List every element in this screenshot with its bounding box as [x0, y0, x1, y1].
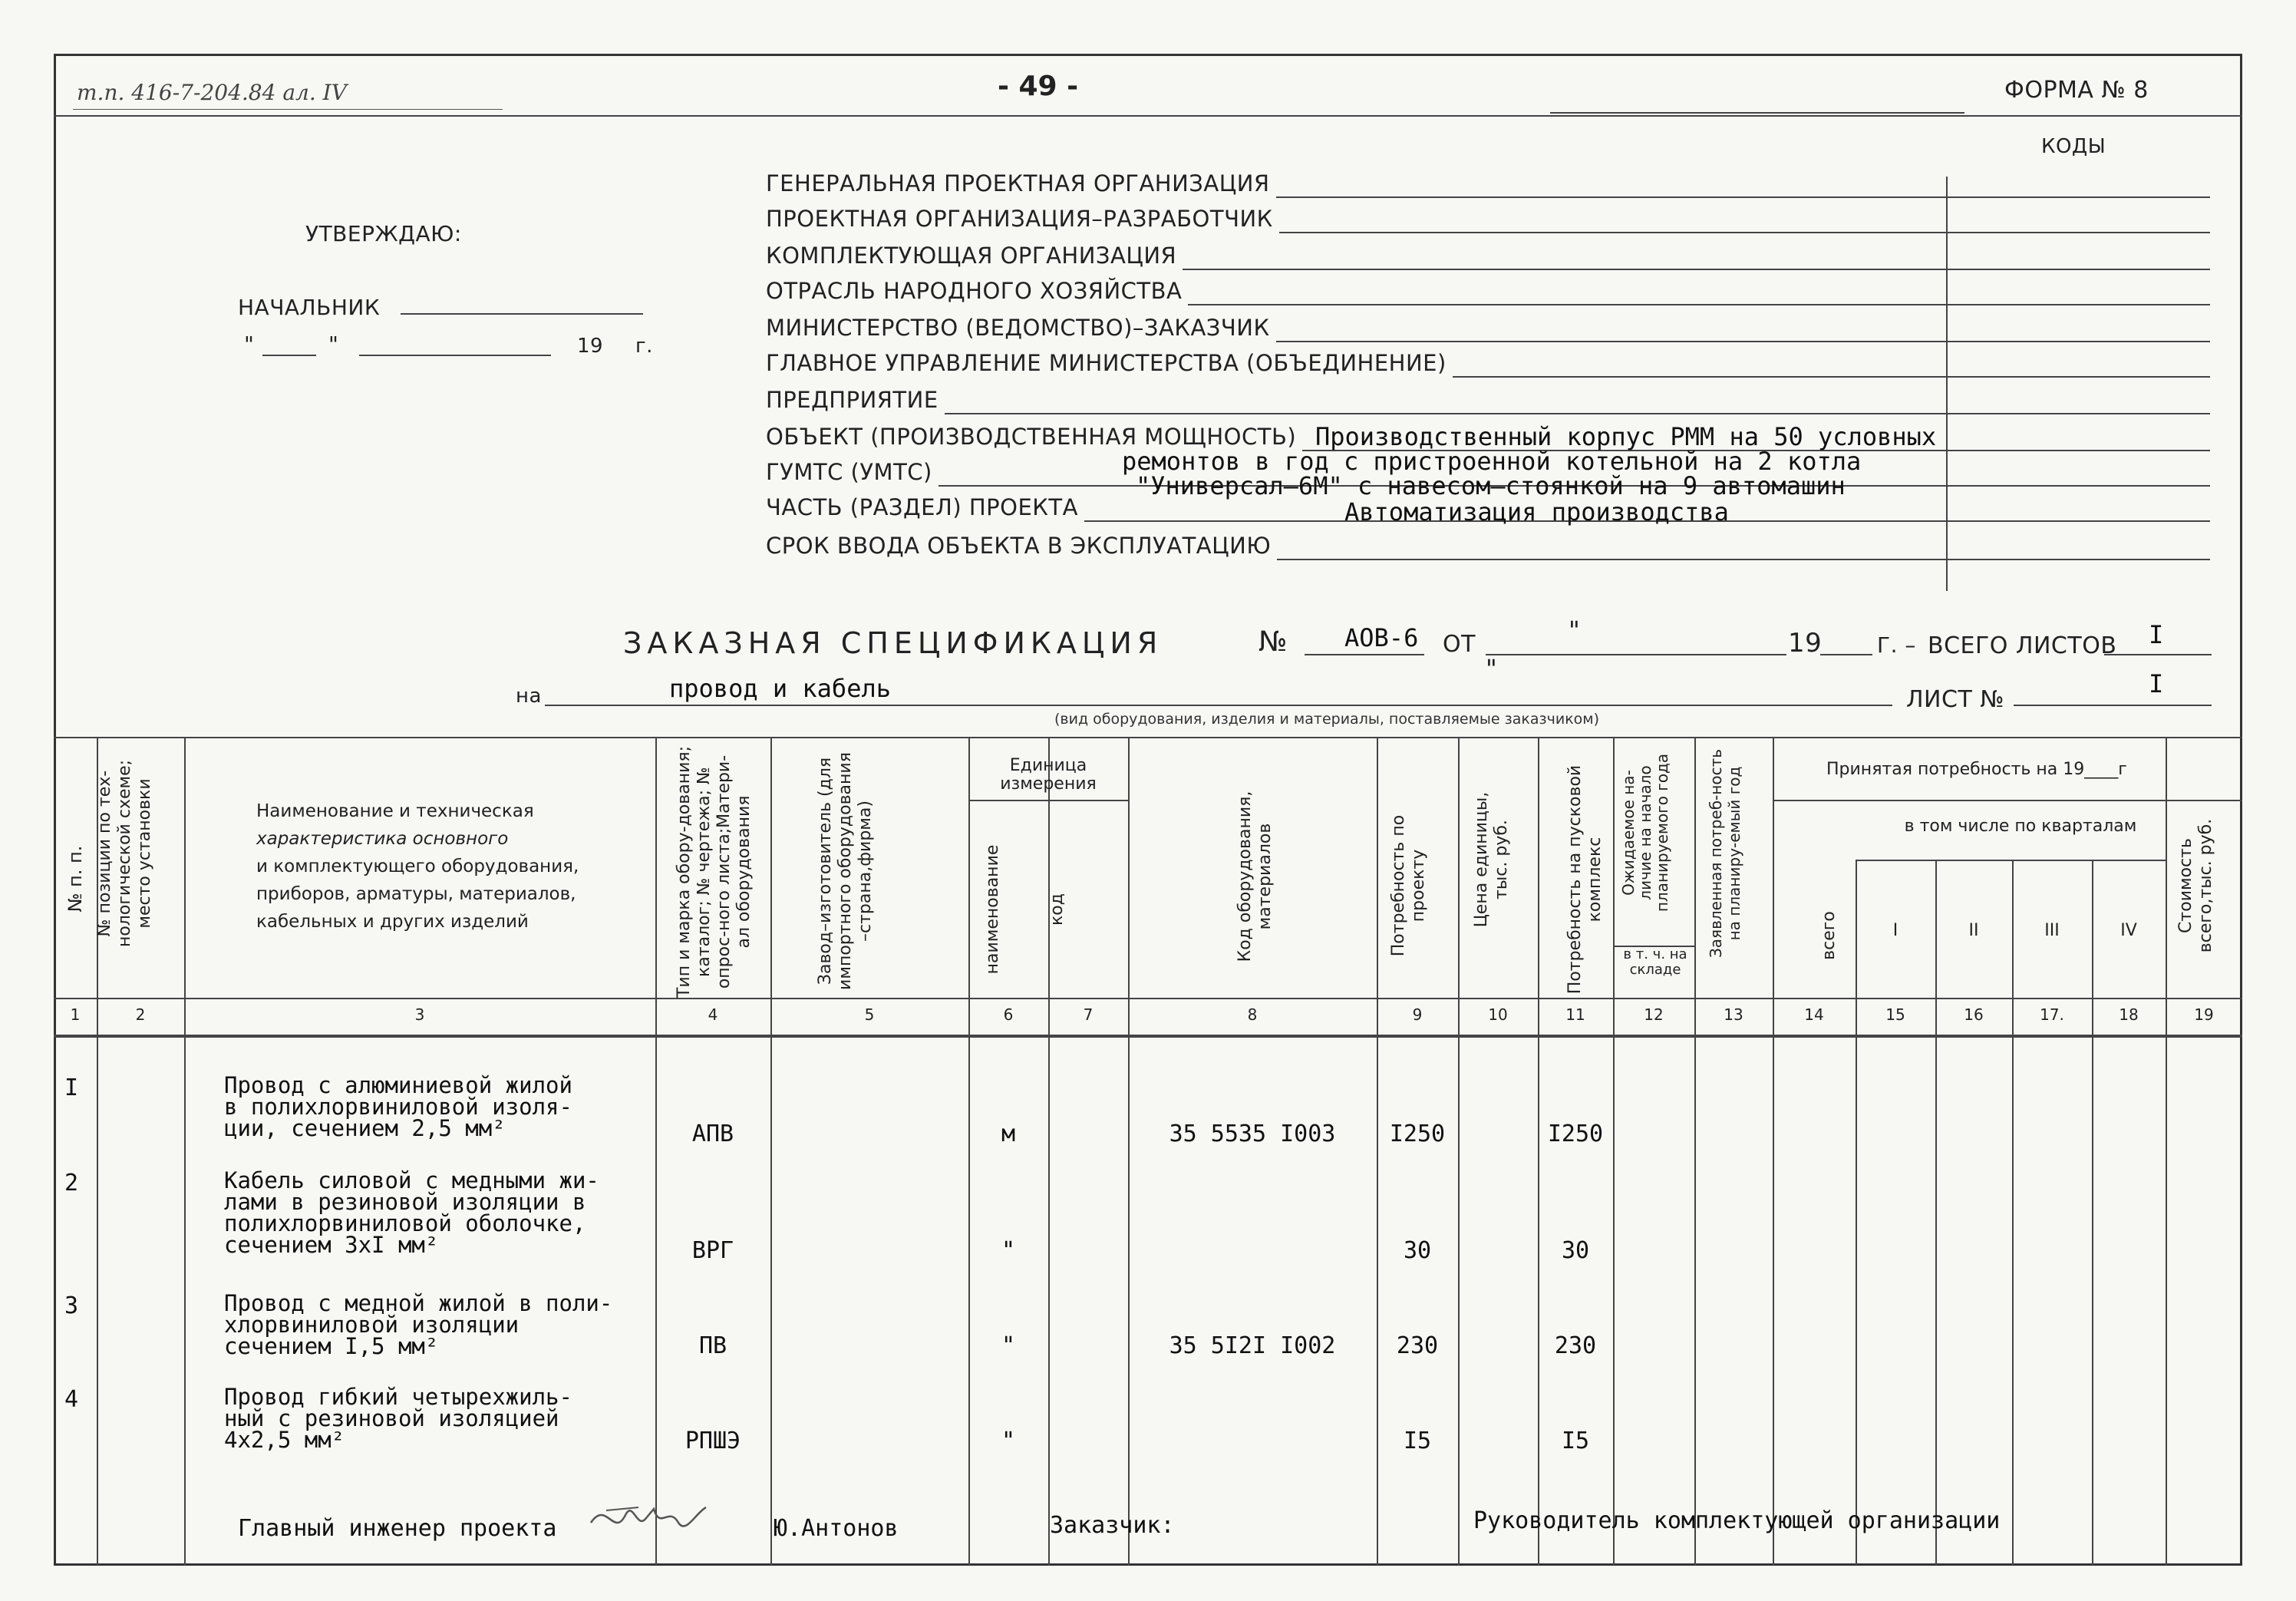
col-header-2: № позиции по тех-нологической схеме; место установки: [95, 759, 154, 948]
spec-no-label: №: [1259, 626, 1288, 658]
column-number: 9: [1412, 1005, 1423, 1024]
row-unit: ": [1001, 1428, 1016, 1454]
spec-subject: провод и кабель: [669, 674, 891, 703]
spec-date-line: [1486, 654, 1786, 655]
column-number: 7: [1083, 1005, 1094, 1024]
column-number: 3: [414, 1005, 425, 1024]
row-number: I: [64, 1074, 79, 1101]
org-field-line: [1276, 196, 2210, 198]
spec-year-suffix: Г. –: [1877, 632, 1916, 658]
row-description-line: 4х2,5 мм²: [224, 1427, 345, 1453]
org-field-line: [1279, 232, 2210, 233]
table-numbers-bottom: [54, 1035, 2242, 1038]
row-description-line: Провод с алюминиевой жилой: [224, 1072, 572, 1098]
row-number: 4: [64, 1386, 79, 1413]
org-field-line: [1183, 269, 2210, 270]
row-type: РПШЭ: [685, 1428, 741, 1454]
grid-vline: [1613, 737, 1615, 1566]
object-line-1: Производственный корпус РММ на 50 условных: [1315, 422, 1937, 451]
row-start-need: 30: [1561, 1237, 1590, 1264]
col-header-5: Завод–изготовитель (для импортного оборудования –страна,фирма): [816, 752, 875, 990]
col-header-12b: в т. ч. на складе: [1623, 946, 1687, 978]
date-quote-open: ": [244, 332, 255, 357]
page-number: - 49 -: [998, 71, 1079, 102]
spec-quote-2: ": [1486, 654, 1498, 683]
col-header-10: Цена единицы, тыс. руб.: [1472, 791, 1511, 928]
codes-label: КОДЫ: [2041, 135, 2106, 158]
sheet-value: I: [2149, 669, 2164, 698]
table-top-rule: [54, 737, 2242, 738]
chief-line: [401, 313, 643, 315]
row-description-line: Провод с медной жилой в поли-: [224, 1290, 613, 1316]
row-unit: ": [1001, 1237, 1016, 1264]
month-line: [359, 355, 551, 356]
column-number: 18: [2119, 1005, 2139, 1024]
org-field-line: [945, 413, 2210, 414]
spec-number: АОВ-6: [1344, 623, 1419, 652]
col-header-13: Заявленная потреб-ность на планиру-емый год: [1707, 748, 1743, 959]
row-description-line: ции, сечением 2,5 мм²: [224, 1115, 506, 1141]
row-start-need: 230: [1554, 1332, 1597, 1359]
q2-header: II: [1968, 921, 1979, 940]
doc-reference: т.п. 416-7-204.84 ал. IV: [77, 80, 347, 105]
spec-number-line: [1305, 654, 1424, 655]
approve-title: УТВЕРЖДАЮ:: [305, 221, 462, 246]
col-header-7: код: [1047, 893, 1067, 926]
subject-on: на: [516, 685, 542, 708]
col-header-11: Потребность на пусковой комплекс: [1565, 764, 1605, 995]
row-need: 30: [1403, 1237, 1432, 1264]
accepted-header: Принятая потребность на 19____г: [1826, 760, 2127, 779]
table-header-bottom: [54, 998, 2242, 999]
quarters-header: в том числе по кварталам: [1904, 817, 2137, 836]
row-type: АПВ: [691, 1121, 734, 1147]
q1-header: I: [1892, 921, 1898, 940]
col-header-12a: Ожидаемое на-личие на начало планируемого года: [1619, 753, 1671, 913]
col-header-3d: приборов, арматуры, материалов,: [256, 884, 576, 904]
col-header-19: Стоимость всего,тыс. руб.: [2176, 818, 2215, 953]
sheet-label: ЛИСТ №: [1906, 686, 2005, 713]
row-description-line: полихлорвиниловой оболочке,: [224, 1210, 586, 1236]
spec-title: ЗАКАЗНАЯ СПЕЦИФИКАЦИЯ: [623, 626, 1163, 660]
grid-hline: [968, 800, 1128, 801]
grid-vline: [1935, 860, 1937, 1566]
row-code: 35 5I2I I002: [1169, 1332, 1336, 1359]
grid-vline: [1128, 737, 1130, 1566]
column-number: 11: [1565, 1005, 1585, 1024]
col-header-3e: кабельных и других изделий: [256, 912, 529, 932]
spec-year: 19: [1788, 628, 1823, 659]
project-part: Автоматизация производства: [1344, 497, 1729, 527]
unit-header: Единица измерения: [1000, 756, 1097, 794]
row-description-line: лами в резиновой изоляции в: [224, 1189, 586, 1215]
org-field-label: ГЕНЕРАЛЬНАЯ ПРОЕКТНАЯ ОРГАНИЗАЦИЯ: [766, 170, 1270, 196]
row-type: ПВ: [698, 1332, 727, 1359]
approve-year: 19: [577, 335, 604, 358]
spec-year-line: [1820, 654, 1872, 655]
row-start-need: I250: [1547, 1121, 1604, 1147]
row-number: 3: [64, 1292, 79, 1319]
row-need: 230: [1396, 1332, 1439, 1359]
col-header-8: Код оборудования, материалов: [1235, 791, 1275, 962]
col-header-3a: Наименование и техническая: [256, 801, 534, 821]
total-sheets-label: ВСЕГО ЛИСТОВ: [1928, 632, 2117, 659]
top-rule: [54, 115, 2242, 117]
row-code: 35 5535 I003: [1169, 1121, 1336, 1147]
chief-label: НАЧАЛЬНИК: [238, 295, 381, 320]
column-number: 8: [1247, 1005, 1258, 1024]
grid-vline: [1856, 860, 1857, 1566]
org-field-label: ПРЕДПРИЯТИЕ: [766, 387, 939, 413]
org-field-line: [1188, 304, 2210, 305]
org-field-line: [1453, 376, 2210, 378]
row-need: I250: [1389, 1121, 1446, 1147]
row-start-need: I5: [1561, 1428, 1590, 1454]
grid-vline: [2092, 860, 2093, 1566]
column-number: 12: [1644, 1005, 1664, 1024]
q4-header: IV: [2120, 921, 2137, 940]
col-header-4: Тип и марка обору-дования; каталог; № чертежа; № опрос-ного листа;Матери-ал оборудования: [675, 745, 754, 999]
subject-note: (вид оборудования, изделия и материалы, поставляемые заказчиком): [1054, 711, 1600, 728]
col-header-14: всего: [1819, 911, 1839, 960]
grid-vline: [2012, 860, 2014, 1566]
col-header-1: № п. п.: [64, 845, 86, 913]
row-unit: м: [1001, 1121, 1016, 1147]
signature-icon: [583, 1492, 714, 1546]
chief-engineer-label: Главный инженер проекта: [238, 1515, 557, 1542]
row-unit: ": [1001, 1332, 1016, 1359]
column-number: 14: [1804, 1005, 1824, 1024]
ref-underline: [73, 109, 503, 110]
org-field-label: ОТРАСЛЬ НАРОДНОГО ХОЗЯЙСТВА: [766, 278, 1183, 304]
column-number: 6: [1003, 1005, 1014, 1024]
row-description-line: Кабель силовой с медными жи-: [224, 1167, 599, 1193]
grid-vline: [1048, 737, 1050, 1566]
column-number: 13: [1724, 1005, 1743, 1024]
org-field-label: ГЛАВНОЕ УПРАВЛЕНИЕ МИНИСТЕРСТВА (ОБЪЕДИНЕНИЕ): [766, 350, 1447, 376]
row-need: I5: [1403, 1428, 1432, 1454]
column-number: 2: [135, 1005, 146, 1024]
grid-vline: [2166, 737, 2167, 1566]
grid-vline: [184, 737, 186, 1566]
date-quote-close: ": [328, 332, 339, 357]
org-field-label: ЧАСТЬ (РАЗДЕЛ) ПРОЕКТА: [766, 494, 1078, 520]
column-number: 17.: [2040, 1005, 2064, 1024]
total-sheets-line: [2104, 654, 2212, 655]
org-field-label: ПРОЕКТНАЯ ОРГАНИЗАЦИЯ–РАЗРАБОТЧИК: [766, 206, 1273, 232]
subject-line: [545, 705, 1892, 706]
engineer-name: Ю.Антонов: [774, 1515, 899, 1542]
row-description-line: ный с резиновой изоляцией: [224, 1405, 559, 1431]
forma-underline: [1550, 112, 1964, 114]
spec-quote-1: ": [1569, 616, 1581, 645]
org-field-label: МИНИСТЕРСТВО (ВЕДОМСТВО)–ЗАКАЗЧИК: [766, 315, 1270, 341]
row-description-line: сечением I,5 мм²: [224, 1333, 439, 1359]
customer-label: Заказчик:: [1050, 1512, 1175, 1539]
column-number: 19: [2194, 1005, 2214, 1024]
column-number: 10: [1488, 1005, 1508, 1024]
col-header-6: наименование: [983, 844, 1002, 975]
row-type: ВРГ: [691, 1237, 734, 1264]
q3-header: III: [2044, 921, 2060, 940]
row-description-line: хлорвиниловой изоляции: [224, 1312, 520, 1338]
grid-vline: [1694, 737, 1696, 1566]
object-line-3: "Универсал–6М" с навесом–стоянкой на 9 автомашин: [1136, 471, 1846, 500]
codes-divider: [1946, 177, 1948, 591]
head-of-supply-label: Руководитель комплектующей организации: [1473, 1507, 2001, 1534]
org-field-line: [1277, 559, 2210, 560]
org-field-line: [1276, 341, 2210, 342]
spec-from: ОТ: [1443, 631, 1476, 658]
object-line-2: ремонтов в год с пристроенной котельной на 2 котла: [1122, 447, 1862, 476]
org-field-label: СРОК ВВОДА ОБЪЕКТА В ЭКСПЛУАТАЦИЮ: [766, 533, 1272, 559]
row-description-line: сечением 3хI мм²: [224, 1232, 439, 1258]
day-line: [262, 355, 316, 356]
sheet-line: [2014, 705, 2212, 706]
org-field-label: ОБЪЕКТ (ПРОИЗВОДСТВЕННАЯ МОЩНОСТЬ): [766, 424, 1297, 450]
form-number: ФОРМА № 8: [2004, 77, 2149, 104]
column-number: 16: [1964, 1005, 1984, 1024]
grid-hline: [1773, 800, 2242, 801]
row-number: 2: [64, 1170, 79, 1197]
org-field-label: ГУМТС (УМТС): [766, 459, 932, 485]
approve-year-suffix: г.: [635, 335, 653, 358]
column-number: 4: [708, 1005, 718, 1024]
col-header-3c: и комплектующего оборудования,: [256, 857, 579, 876]
column-number: 5: [864, 1005, 875, 1024]
row-description-line: Провод гибкий четырехжиль-: [224, 1384, 572, 1410]
row-description-line: в полихлорвиниловой изоля-: [224, 1094, 572, 1120]
grid-hline: [1856, 860, 2166, 861]
col-header-9: Потребность по проекту: [1389, 814, 1428, 957]
column-number: 15: [1885, 1005, 1905, 1024]
total-sheets-value: I: [2149, 620, 2164, 649]
grid-vline: [1773, 737, 1774, 1566]
org-field-label: КОМПЛЕКТУЮЩАЯ ОРГАНИЗАЦИЯ: [766, 243, 1177, 269]
grid-vline: [1458, 737, 1460, 1566]
col-header-3b: характеристика основного: [256, 829, 509, 849]
column-number: 1: [70, 1005, 81, 1024]
